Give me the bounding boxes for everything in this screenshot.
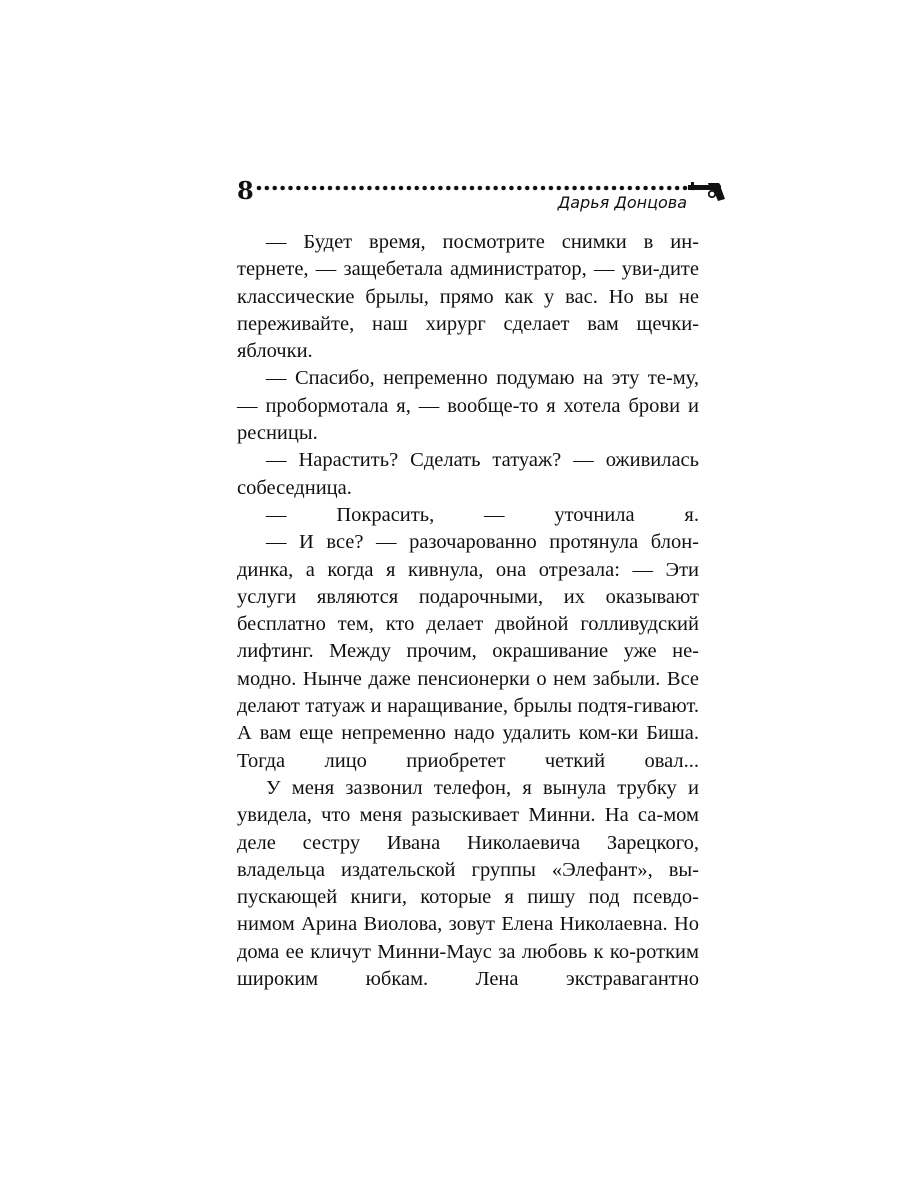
text-line: му, — пробормотала я, — вообще-то я хотела bbox=[237, 367, 699, 417]
text-line: и увидела, что меня разыскивает Минни. На са- bbox=[237, 776, 700, 827]
text-line: — Спасибо, непременно подумаю на эту те- bbox=[266, 367, 673, 390]
text-line: гивают. А вам еще непременно надо удалить ком- bbox=[237, 695, 699, 745]
text-line: лифтинг. Между прочим, окрашивание уже не- bbox=[237, 640, 699, 663]
text-line: услуги являются подарочными, их оказывают bbox=[237, 585, 699, 608]
text-line: — И все? — разочарованно протянула блон- bbox=[266, 531, 699, 554]
text-line: пускающей книги, которые я пишу под псевдо- bbox=[237, 886, 699, 909]
text-line: вы не переживайте, наш хирург сделает вам bbox=[237, 285, 699, 335]
paragraph bbox=[237, 775, 699, 993]
text-line: динка, а когда я кивнула, она отрезала: — Эти bbox=[237, 558, 699, 581]
paragraph bbox=[237, 529, 699, 775]
text-line: щечки-яблочки. bbox=[237, 312, 699, 363]
text-line: собеседница. bbox=[237, 476, 352, 499]
text-line: брови и ресницы. bbox=[237, 394, 699, 445]
text-line: владельца издательской группы «Элефант», вы- bbox=[237, 858, 699, 881]
paragraph bbox=[237, 502, 699, 529]
paragraph bbox=[237, 447, 699, 502]
paragraph bbox=[237, 229, 699, 365]
running-header bbox=[237, 176, 727, 216]
text-line: модно. Нынче даже пенсионерки о нем забыли. bbox=[237, 667, 661, 690]
book-text bbox=[237, 229, 699, 993]
text-line: — Покрасить, — уточнила я. bbox=[266, 503, 699, 526]
author-name: Дарья Донцова bbox=[557, 193, 687, 212]
text-line: ки Биша. Тогда лицо приобретет четкий овал... bbox=[237, 722, 699, 772]
page-number: 8 bbox=[237, 176, 254, 205]
text-line: Все делают татуаж и наращивание, брылы подтя- bbox=[237, 667, 700, 718]
text-line: Но дома ее кличут Минни-Маус за любовь к ко- bbox=[237, 913, 700, 963]
text-line: бесплатно тем, кто делает двойной голливудский bbox=[237, 613, 699, 636]
revolver-icon bbox=[688, 178, 726, 204]
text-line: дите классические брылы, прямо как у вас. Но bbox=[237, 258, 699, 308]
text-line: мом деле сестру Ивана Николаевича Зарецкого, bbox=[237, 804, 699, 854]
text-line: нимом Арина Виолова, зовут Елена Николаевна. bbox=[237, 913, 668, 936]
text-line: тернете, — защебетала администратор, — уви- bbox=[237, 258, 660, 281]
paragraph bbox=[237, 365, 699, 447]
text-line: У меня зазвонил телефон, я вынула трубку bbox=[266, 776, 677, 799]
text-line: — Будет время, посмотрите снимки в ин- bbox=[266, 231, 699, 253]
text-line: ротким широким юбкам. Лена экстравагантно bbox=[237, 940, 699, 991]
text-line: — Нарастить? Сделать татуаж? — оживилась bbox=[266, 449, 699, 472]
dotted-rule bbox=[255, 184, 695, 192]
